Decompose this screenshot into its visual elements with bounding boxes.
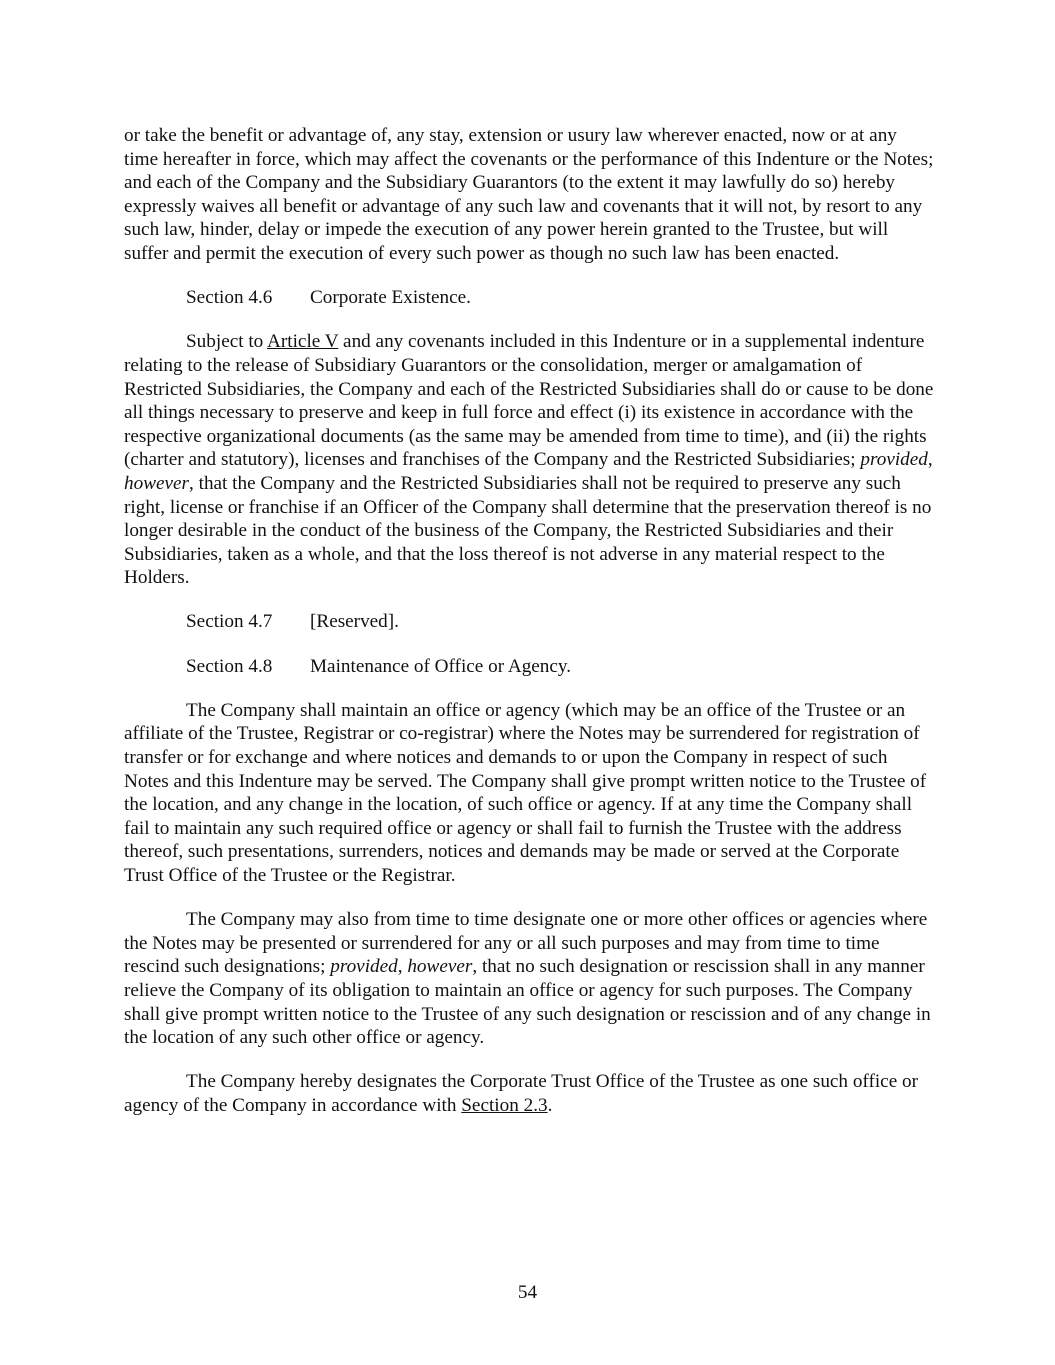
section-title: Corporate Existence. bbox=[310, 287, 471, 309]
section-number: Section 4.7 bbox=[186, 611, 273, 633]
section-number: Section 4.8 bbox=[186, 655, 273, 677]
text-run: Subject to bbox=[186, 331, 268, 353]
section-2-3-reference: Section 2.3 bbox=[461, 1094, 548, 1116]
section-4-8-heading bbox=[186, 655, 934, 679]
document-page bbox=[124, 124, 934, 1138]
text-run: The Company hereby designates the Corporate Trust Office of the Trustee as one such office or agency of the Company in accordance with bbox=[124, 1071, 918, 1116]
text-run: The Company may also from time to time designate one or more other offices or agencies where the Notes may be presented or surrendered for any or all such purposes and may from time to time rescind such designations; bbox=[124, 909, 928, 978]
text-run: . bbox=[547, 1094, 553, 1116]
paragraph-other-offices bbox=[124, 908, 934, 1050]
section-title: Maintenance of Office or Agency. bbox=[310, 655, 572, 677]
section-title: [Reserved]. bbox=[310, 611, 399, 633]
italic-provided: provided bbox=[330, 956, 398, 978]
article-v-reference: Article V bbox=[267, 331, 339, 353]
paragraph-office-agency: The Company shall maintain an office or agency (which may be an office of the Trustee or an affiliate of the Trustee, Registrar or co-registrar) where the Notes may be surrendered for registration of transfer or for exchange and where notices and demands to or upon the Company in respect of such Notes and this Indenture may be served. The Company shall give prompt written notice to the Trustee of the location, and any change in the location, of such office or agency. If at any time the Company shall fail to maintain any such required office or agency or shall fail to furnish the Trustee with the address thereof, such presentations, surrenders, notices and demands may be made or served at the Corporate Trust Office of the Trustee or the Registrar. bbox=[124, 699, 927, 886]
paragraph-waiver: or take the benefit or advantage of, any stay, extension or usury law wherever enacted, now or at any time hereafter in force, which may affect the covenants or the performance of this Indenture or the Notes; and each of the Company and the Subsidiary Guarantors (to the extent it may lawfully do so) hereby expressly waives all benefit or advantage of any such law and covenants that it will not, by resort to any such law, hinder, delay or impede the execution of any power herein granted to the Trustee, but will suffer and permit the execution of every such power as though no such law has been enacted. bbox=[124, 125, 934, 264]
text-run: , that no such designation or rescission shall in any manner relieve the Company of its obligation to maintain an office or agency for such purposes. The Company shall give prompt written notice to the Trustee of any such designation or rescission and of any change in the location of any such other office or agency. bbox=[124, 956, 931, 1049]
text-run: , bbox=[927, 449, 933, 471]
section-number: Section 4.6 bbox=[186, 287, 273, 309]
italic-however: however bbox=[124, 472, 190, 494]
text-run: , that the Company and the Restricted Subsidiaries shall not be required to preserve any such right, license or franchise if an Officer of the Company shall determine that the preservation thereof is no longer desirable in the conduct of the business of the Company, the Restricted Subsidiaries and their Subsidiaries, taken as a whole, and that the loss thereof is not adverse in any material respect to the Holders. bbox=[124, 472, 932, 589]
section-4-7-heading bbox=[186, 610, 934, 634]
italic-however: however bbox=[407, 956, 473, 978]
italic-provided: provided bbox=[860, 449, 928, 471]
paragraph-designation bbox=[124, 1070, 934, 1117]
page-number: 54 bbox=[517, 1282, 538, 1303]
text-run: , bbox=[397, 956, 408, 978]
paragraph-corporate-existence bbox=[124, 330, 934, 590]
section-4-6-heading bbox=[186, 286, 934, 310]
text-run: and any covenants included in this Indenture or in a supplemental indenture relating to the release of Subsidiary Guarantors or the consolidation, merger or amalgamation of Restricted Subsidiaries, the Company and each of the Restricted Subsidiaries shall do or cause to be done all things necessary to preserve and keep in full force and effect (i) its existence in accordance with the respective organizational documents (as the same may be amended from time to time), and (ii) the rights (charter and statutory), licenses and franchises of the Company and the Restricted Subsidiaries; bbox=[124, 331, 934, 471]
